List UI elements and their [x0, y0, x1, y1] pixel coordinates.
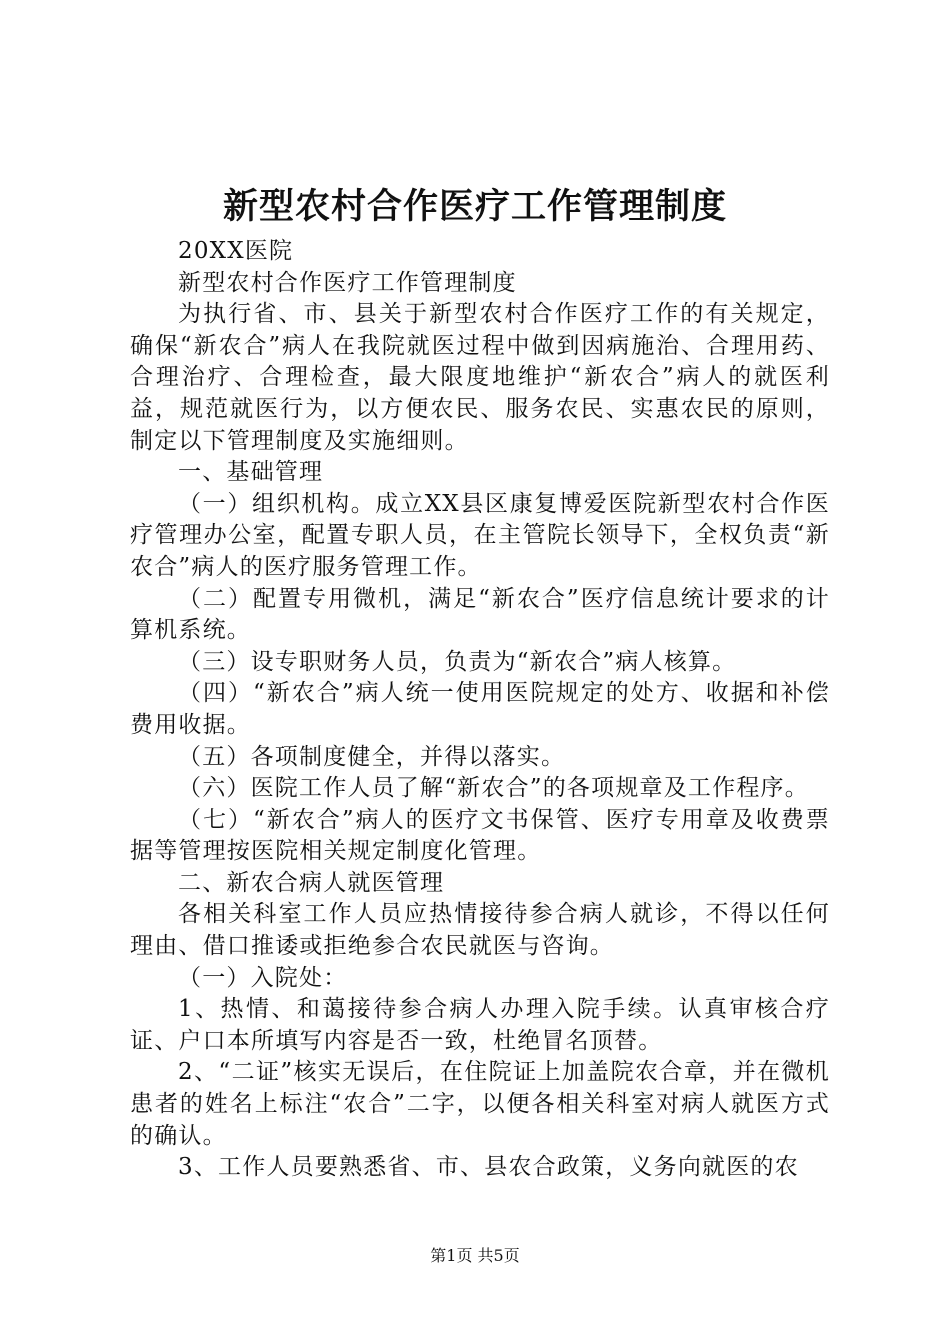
paragraph-item-2: （二）配置专用微机，满足“新农合”医疗信息统计要求的计算机系统。	[130, 585, 830, 644]
paragraph-admission-3: 3、工作人员要熟悉省、市、县农合政策，义务向就医的农	[178, 1154, 799, 1181]
paragraph-admission-2: 2、“二证”核实无误后，在住院证上加盖院农合章，并在微机患者的姓名上标注“农合”二字，以便各相关科室对病人就医方式的确认。	[130, 1059, 830, 1149]
paragraph-item-6: （六）医院工作人员了解“新农合”的各项规章及工作程序。	[178, 775, 809, 802]
paragraph-item-4: （四）“新农合”病人统一使用医院规定的处方、收据和补偿费用收据。	[130, 680, 830, 738]
paragraph-reception: 各相关科室工作人员应热情接待参合病人就诊，不得以任何理由、借口推诿或拒绝参合农民就医与咨询。	[130, 901, 830, 960]
paragraph-admission-1: 1、热情、和蔼接待参合病人办理入院手续。认真审核合疗证、户口本所填写内容是否一致，杜绝冒名顶替。	[130, 996, 830, 1054]
paragraph-hospital: 20XX医院	[178, 238, 294, 264]
paragraph-intro: 为执行省、市、县关于新型农村合作医疗工作的有关规定，确保“新农合”病人在我院就医过程中做到因病施治、合理用药、合理治疗、合理检查，最大限度地维护“新农合”病人的就医利益，规范就医行为，以方便农民、服务农民、实惠农民的原则，制定以下管理制度及实施细则。	[130, 301, 830, 454]
paragraph-item-7: （七）“新农合”病人的医疗文书保管、医疗专用章及收费票据等管理按医院相关规定制度化管理。	[130, 806, 830, 865]
document-body	[130, 236, 830, 1184]
paragraph-item-1: （一）组织机构。成立XX县区康复博爱医院新型农村合作医疗管理办公室，配置专职人员，在主管院长领导下，全权负责“新农合”病人的医疗服务管理工作。	[130, 490, 830, 580]
document-title: 新型农村合作医疗工作管理制度	[222, 186, 727, 227]
section-heading-patient: 二、新农合病人就医管理	[178, 869, 445, 896]
page-footer: 第1页 共5页	[430, 1246, 520, 1265]
paragraph-subtitle: 新型农村合作医疗工作管理制度	[178, 269, 517, 296]
paragraph-item-3: （三）设专职财务人员，负责为“新农合”病人核算。	[178, 648, 737, 675]
section-heading-basic: 一、基础管理	[178, 459, 324, 486]
paragraph-item-5: （五）各项制度健全，并得以落实。	[178, 743, 566, 770]
subsection-heading-admission: （一）入院处：	[178, 964, 348, 991]
